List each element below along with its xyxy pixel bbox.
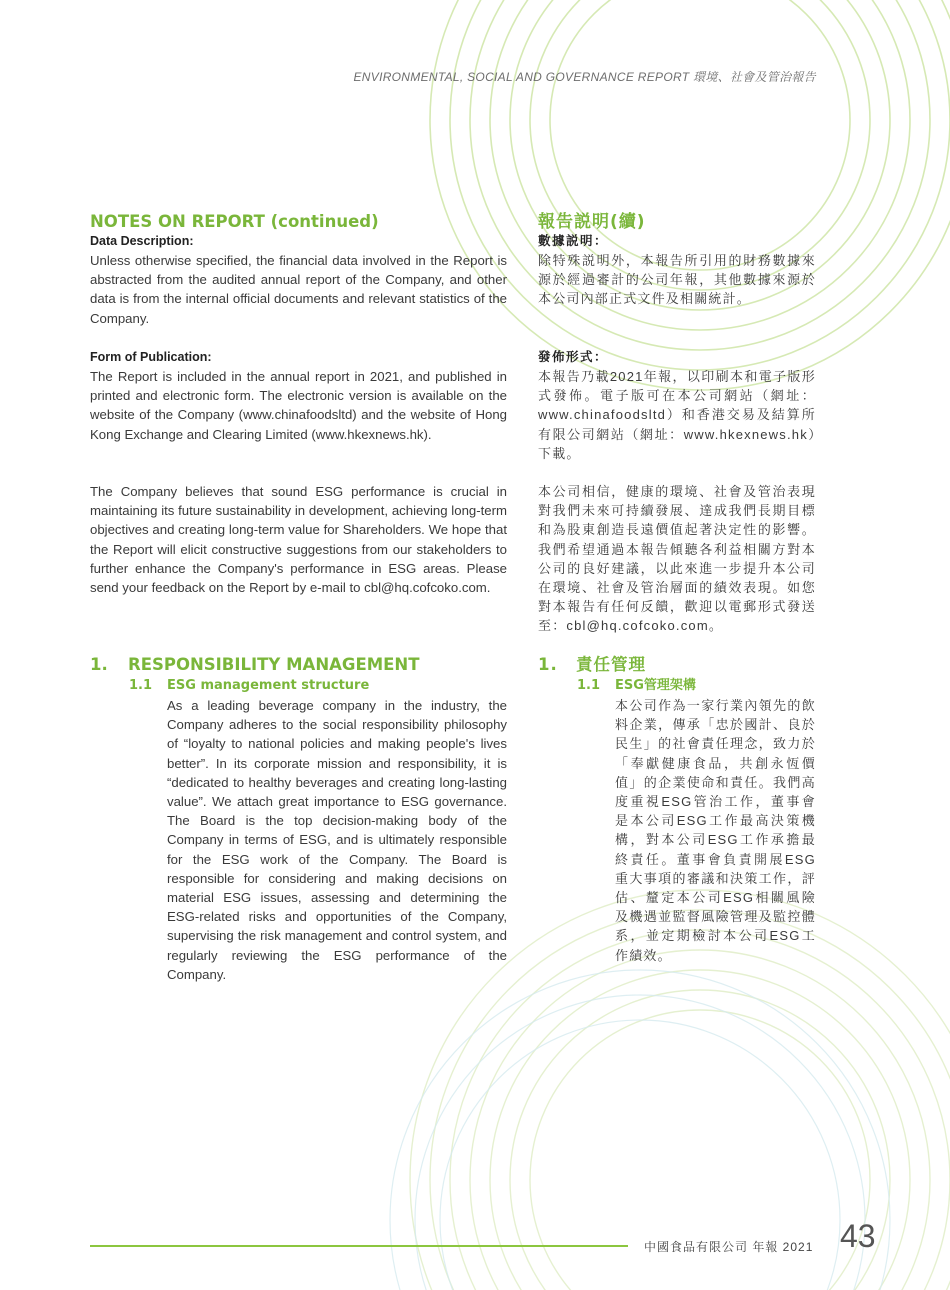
- chinese-belief-block: [538, 482, 816, 636]
- data-description-title: Data Description:: [90, 234, 194, 248]
- footer-company-report: 中國食品有限公司 年報 2021: [644, 1240, 814, 1254]
- english-belief-block: [90, 482, 507, 597]
- section1-title-zh: 責任管理: [576, 655, 646, 674]
- form-body-zh: 本報告乃載2021年報，以印刷本和電子版形式發佈。電子版可在本公司網站（網址：www.chinafoodsltd）和香港交易及結算所有限公司網站（網址：www.hkexnews.hk）下載。: [538, 369, 816, 461]
- sub11-title: ESG management structure: [167, 678, 370, 693]
- form-title-zh: 發佈形式：: [538, 350, 609, 364]
- running-header: ENVIRONMENTAL, SOCIAL AND GOVERNANCE REPORT 環境、社會及管治報告: [353, 70, 816, 84]
- english-form-block: [90, 348, 507, 444]
- belief-body: The Company believes that sound ESG performance is crucial in maintaining its future sustainability in development, achieving long-term objectives and creating long-term value for Shareholders. We hope that the Report will elicit constructive suggestions from our stakeholders to further enhance the Company's performance in ESG areas. Please send your feedback on the Report by e-mail to cbl@hq.cofcoko.com.: [90, 484, 507, 596]
- data-description-title-zh: 數據説明：: [538, 234, 609, 248]
- section1-heading-zh: [538, 655, 646, 675]
- english-sub11-block: [167, 696, 507, 984]
- belief-body-zh: 本公司相信，健康的環境、社會及管治表現對我們未來可持續發展、達成我們長期目標和為股東創造長遠價值起著決定性的影響。我們希望通過本報告傾聽各利益相關方對本公司的良好建議，以此來進一步提升本公司在環境、社會及管治層面的績效表現。如您對本報告有任何反饋，歡迎以電郵形式發送至：cbl@hq.cofcoko.com。: [538, 484, 816, 634]
- footer-rule: [90, 1245, 628, 1247]
- sub11-heading-en: [129, 677, 369, 695]
- page-number: 43: [840, 1218, 876, 1254]
- sub11-heading-zh: [577, 677, 696, 695]
- section1-heading-en: [90, 655, 419, 675]
- sub11-number-zh: 1.1: [577, 678, 601, 693]
- data-description-body: Unless otherwise specified, the financial data involved in the Report is abstracted from the audited annual report of the Company, and other data is from the internal official documents and relevant statistics of the Company.: [90, 253, 507, 326]
- data-description-body-zh: 除特殊説明外，本報告所引用的財務數據來源於經過審計的公司年報，其他數據來源於本公司內部正式文件及相關統計。: [538, 253, 816, 307]
- section1-title: RESPONSIBILITY MANAGEMENT: [128, 655, 420, 674]
- sub11-number: 1.1: [129, 678, 153, 693]
- section1-number-zh: 1.: [538, 655, 558, 674]
- notes-title-zh: 報告説明(續): [538, 212, 646, 232]
- chinese-form-block: [538, 348, 816, 463]
- sub11-body: As a leading beverage company in the industry, the Company adheres to the social responsibility philosophy of “loyalty to national policies and making people's lives better”. In its corporate mission and responsibility, it is “dedicated to healthy beverages and creating long-lasting value”. We attach great importance to ESG governance. The Board is the top decision-making body of the Company in terms of ESG, and is ultimately responsible for the ESG work of the Company. The Board is responsible for considering and making decisions on material ESG issues, assessing and determining the ESG-related risks and opportunities of the Company, supervising the risk management and control system, and regularly reviewing the ESG performance of the Company.: [167, 698, 507, 982]
- chinese-sub11-block: [615, 696, 816, 965]
- section1-number: 1.: [90, 655, 108, 674]
- sub11-body-zh: 本公司作為一家行業內領先的飲料企業，傳承「忠於國計、良於民生」的社會責任理念，致力於「奉獻健康食品，共創永恆價值」的企業使命和責任。我們高度重視ESG管治工作，董事會是本公司ESG工作最高決策機構，對本公司ESG工作承擔最終責任。董事會負責開展ESG重大事項的審議和決策工作，評估、釐定本公司ESG相關風險及機遇並監督風險管理及監控體系，並定期檢討本公司ESG工作績效。: [615, 698, 816, 963]
- notes-title: NOTES ON REPORT (continued): [90, 212, 379, 231]
- form-body: The Report is included in the annual report in 2021, and published in printed and electronic form. The electronic version is available on the website of the Company (www.chinafoodsltd) and the website of Hong Kong Exchange and Clearing Limited (www.hkexnews.hk).: [90, 369, 507, 442]
- chinese-column: [538, 212, 816, 309]
- sub11-title-zh: ESG管理架構: [615, 678, 696, 693]
- form-title: Form of Publication:: [90, 350, 212, 364]
- english-column: [90, 212, 507, 328]
